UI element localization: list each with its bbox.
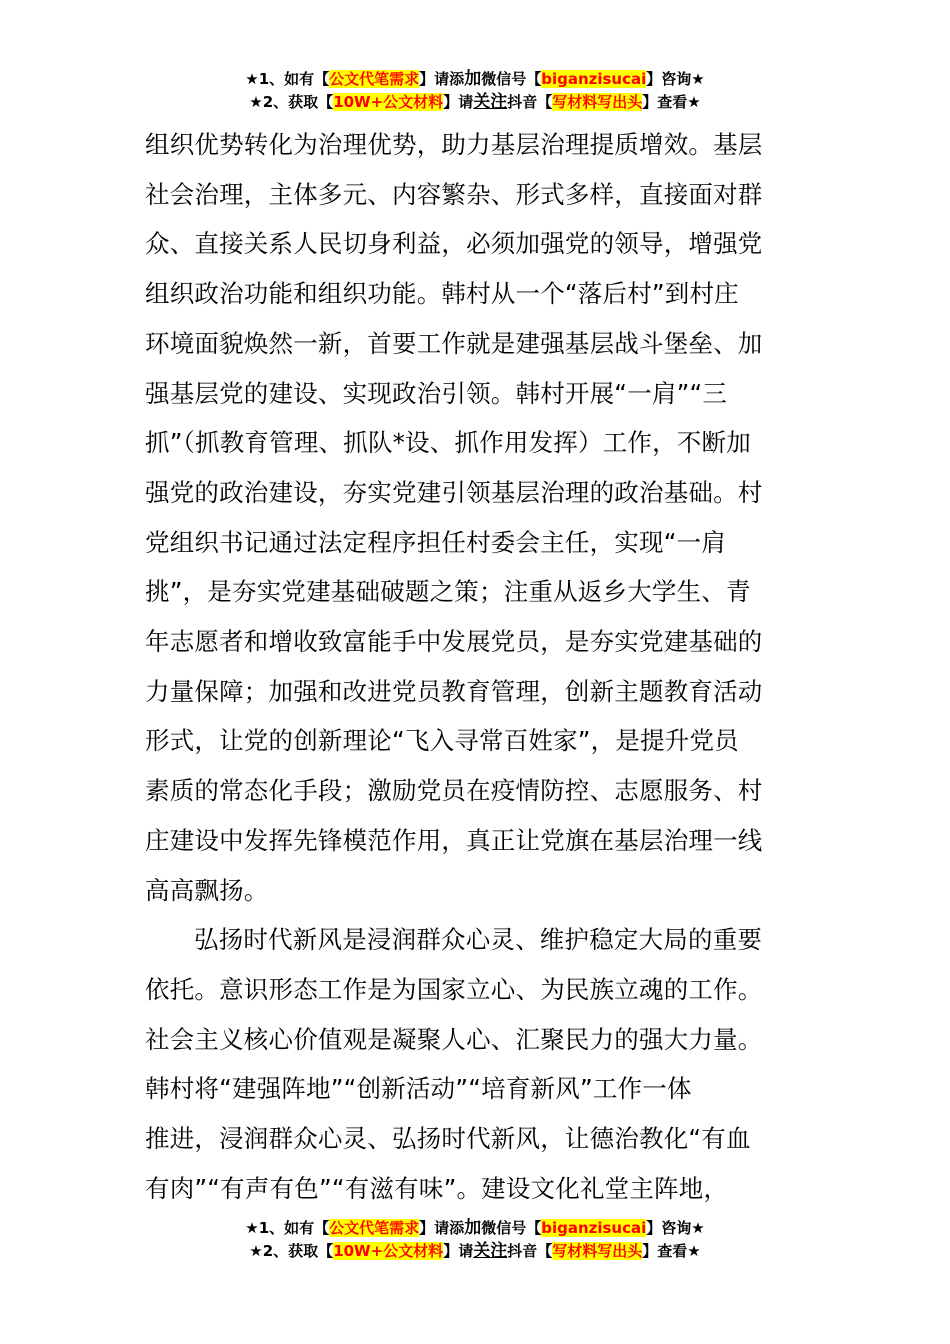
text-line: 形式，让党的创新理论“飞入寻常百姓家”，是提升党员 [145, 726, 739, 756]
banner-line-1 [0, 68, 950, 91]
banner-text: 关注 [473, 92, 508, 112]
text-line: 年志愿者和增收致富能手中发展党员，是夯实党建基础的 [145, 627, 763, 657]
douyin-account: 写材料写出头 [552, 1242, 643, 1260]
text-line: 环境面貌焕然一新，首要工作就是建强基层战斗堡垒、加 [145, 328, 763, 358]
highlight-text: 公文代笔需求 [329, 1219, 420, 1237]
text-line: 高高飘扬。 [145, 875, 269, 905]
banner-text: 】请添 [419, 1219, 465, 1237]
banner-text: 加 [464, 69, 482, 89]
banner-text: 】咨询★ [646, 1219, 705, 1237]
banner-text: 】请 [443, 93, 474, 111]
paragraph-2 [145, 915, 805, 1213]
text-line: 挑”，是夯实党建基础破题之策；注重从返乡大学生、青 [145, 577, 751, 607]
banner-text: 抖音【 [507, 93, 553, 111]
footer-banner [0, 1217, 950, 1263]
paragraph-1 [145, 120, 805, 915]
highlight-text: 公文代笔需求 [329, 70, 420, 88]
banner-line-2 [0, 1240, 950, 1263]
banner-text: 关注 [473, 1241, 508, 1261]
text-line: 庄建设中发挥先锋模范作用，真正让党旗在基层治理一线 [145, 825, 763, 855]
text-line: 有肉”“有声有色”“有滋有味”。建设文化礼堂主阵地， [145, 1173, 729, 1203]
text-line: 社会治理，主体多元、内容繁杂、形式多样，直接面对群 [145, 179, 763, 209]
highlight-text: 10W+公文材料 [333, 93, 444, 111]
banner-text: 抖音【 [507, 1242, 553, 1260]
banner-text: 】查看★ [642, 93, 701, 111]
text-line: 力量保障；加强和改进党员教育管理，创新主题教育活动 [145, 676, 763, 706]
wechat-id: biganzisucai [541, 70, 647, 88]
text-line: 组织政治功能和组织功能。韩村从一个“落后村”到村庄 [145, 279, 739, 309]
text-line: 党组织书记通过法定程序担任村委会主任，实现“一肩 [145, 527, 726, 557]
banner-line-1 [0, 1217, 950, 1240]
banner-text: ★1、如有【 [245, 70, 330, 88]
banner-text: ★2、获取【 [249, 1242, 334, 1260]
wechat-id: biganzisucai [541, 1219, 647, 1237]
text-line: 组织优势转化为治理优势，助力基层治理提质增效。基层 [145, 130, 763, 159]
header-banner [0, 68, 950, 114]
banner-text: 微信号【 [481, 1219, 542, 1237]
banner-text: 】查看★ [642, 1242, 701, 1260]
text-line: 抓”（抓教育管理、抓队*设、抓作用发挥）工作，不断加 [145, 428, 751, 458]
text-line: 依托。意识形态工作是为国家立心、为民族立魂的工作。 [145, 974, 763, 1004]
text-line: 素质的常态化手段；激励党员在疫情防控、志愿服务、村 [145, 776, 763, 806]
banner-text: ★2、获取【 [249, 93, 334, 111]
text-line: 强基层党的建设、实现政治引领。韩村开展“一肩”“三 [145, 378, 728, 408]
banner-text: 】请 [443, 1242, 474, 1260]
text-line: 韩村将“建强阵地”“创新活动”“培育新风”工作一体 [145, 1074, 692, 1104]
text-line: 众、直接关系人民切身利益，必须加强党的领导，增强党 [145, 229, 763, 259]
text-line: 强党的政治建设，夯实党建引领基层治理的政治基础。村 [145, 477, 763, 507]
highlight-text: 10W+公文材料 [333, 1242, 444, 1260]
text-line: 弘扬时代新风是浸润群众心灵、维护稳定大局的重要 [194, 925, 763, 955]
douyin-account: 写材料写出头 [552, 93, 643, 111]
banner-text: ★1、如有【 [245, 1219, 330, 1237]
text-line: 推进，浸润群众心灵、弘扬时代新风，让德治教化“有血 [145, 1124, 751, 1154]
banner-text: 】咨询★ [646, 70, 705, 88]
banner-text: 】请添 [419, 70, 465, 88]
document-body [145, 120, 805, 1213]
text-line: 社会主义核心价值观是凝聚人心、汇聚民力的强大力量。 [145, 1024, 763, 1054]
banner-text: 微信号【 [481, 70, 542, 88]
banner-line-2 [0, 91, 950, 114]
banner-text: 加 [464, 1218, 482, 1238]
